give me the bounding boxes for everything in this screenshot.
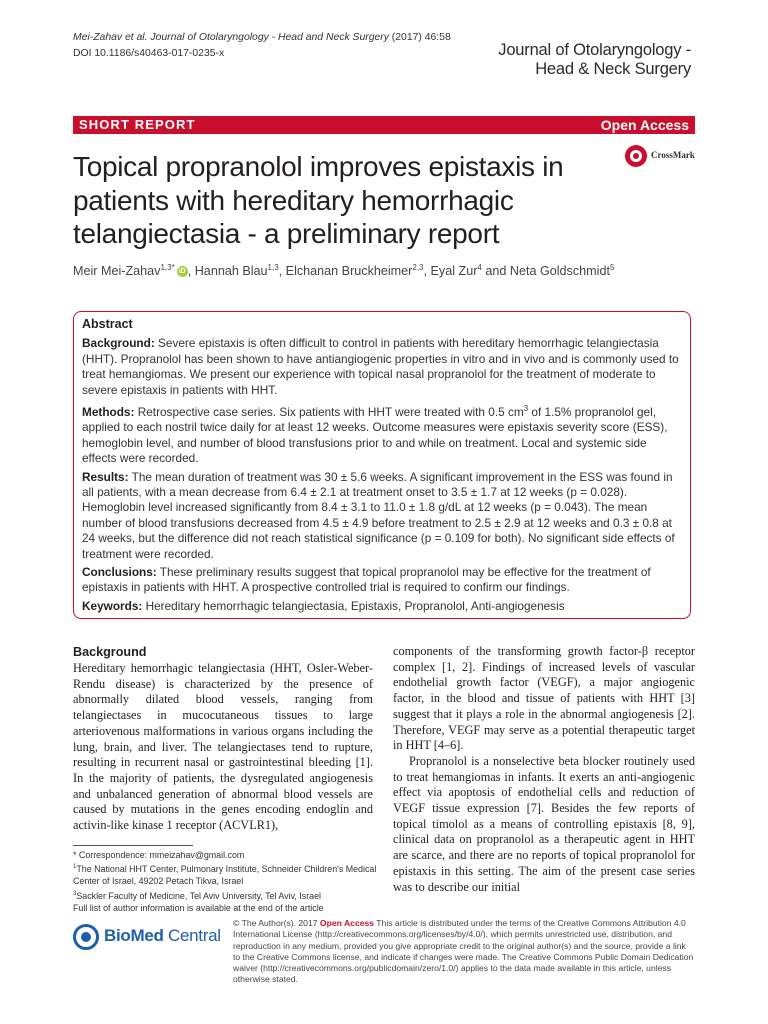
author-name[interactable]: , Eyal Zur xyxy=(423,264,478,278)
footnote-divider xyxy=(73,845,193,846)
author-affiliation: 2,3 xyxy=(412,262,424,272)
author-affiliation: 1,3* xyxy=(160,262,175,272)
affiliation-1-number: 1 xyxy=(73,864,77,871)
abstract-methods xyxy=(82,401,682,467)
abstract-results-label: Results: xyxy=(82,469,129,484)
biomed-central-logo[interactable] xyxy=(73,922,233,952)
publisher-name xyxy=(104,926,221,946)
abstract-conclusions-text: These preliminary results suggest that topical propranolol may be effective for the treatment of epistaxis in patients with HHT. A prospective controlled trial is required to confirm our findings. xyxy=(82,565,651,595)
author-name[interactable]: , Hannah Blau xyxy=(187,264,268,278)
body-paragraph: components of the transforming growth factor-β receptor complex [1, 2]. Findings of increased levels of vascular endothelial growth factor (VEGF), a major angiogenic factor, in the blood and tissue of patients with HHT [3] suggest that it plays a role in the abnormal angiogenesis [2]. Therefore, VEGF may serve as a potential therapeutic target in HHT [4–6]. xyxy=(393,644,695,753)
abstract-background xyxy=(82,336,682,398)
journal-name-line2: Head & Neck Surgery xyxy=(535,60,691,78)
abstract-background-text: Severe epistaxis is often difficult to control in patients with hereditary hemorrhagic telangiectasia (HHT). Propranolol has been shown to have antiangiogenic properties in vitro and in vivo and is commonly used to treat hemangiomas. We present our experience with topical nasal propranolol for the treatment of moderate to severe epistaxis in patients with HHT. xyxy=(82,336,679,397)
affiliation-3-number: 3 xyxy=(73,890,77,897)
journal-name-line1: Journal of Otolaryngology - xyxy=(498,41,691,59)
affiliation-3-text: Sackler Faculty of Medicine, Tel Aviv University, Tel Aviv, Israel xyxy=(76,890,321,901)
abstract-conclusions xyxy=(82,565,682,596)
author-name[interactable]: , Elchanan Bruckheimer xyxy=(278,264,413,278)
full-author-info-note: Full list of author information is available at the end of the article xyxy=(73,902,324,913)
author-name[interactable]: Meir Mei-Zahav xyxy=(73,264,161,278)
footnotes xyxy=(73,849,383,914)
doi-link[interactable]: DOI 10.1186/s40463-017-0235-x xyxy=(73,48,225,59)
section-heading-background: Background xyxy=(73,645,147,659)
article-title: Topical propranolol improves epistaxis in patients with hereditary hemorrhagic telangiectasia - a preliminary report xyxy=(73,151,564,249)
author-affiliation: 5 xyxy=(609,262,615,272)
body-paragraph: Hereditary hemorrhagic telangiectasia (HHT, Osler-Weber-Rendu disease) is characterized by the presence of abnormally dilated blood vessels, ranging from telangiectases in mucocutaneous tissues to large arteriovenous malformations in various organs including the lung, brain, and liver. The telangiectases tend to rupture, resulting in recurrent nasal or gastrointestinal bleeding [1]. In the majority of patients, the dysregulated angiogenesis and unbalanced generation of abnormal blood vessels are caused by mutations in the genes encoding endoglin and activin-like kinase 1 receptor (ACVLR1), xyxy=(73,661,373,833)
author-affiliation: 4 xyxy=(477,262,482,272)
article-type: SHORT REPORT xyxy=(79,117,196,132)
correspondence-email[interactable]: * Correspondence: mmeizahav@gmail.com xyxy=(73,850,245,860)
journal-name xyxy=(498,41,691,79)
abstract-keywords xyxy=(82,599,682,614)
citation-issue: (2017) 46:58 xyxy=(388,32,451,43)
abstract-heading: Abstract xyxy=(82,317,133,331)
body-column-right xyxy=(393,644,695,895)
biomed-central-icon xyxy=(73,924,99,950)
crossmark-badge[interactable] xyxy=(625,145,700,173)
abstract-methods-text: Retrospective case series. Six patients with HHT were treated with 0.5 cm xyxy=(134,404,524,419)
affiliation-3 xyxy=(73,888,383,902)
article-type-banner xyxy=(73,116,695,134)
license-prefix: © The Author(s). 2017 xyxy=(233,918,320,928)
body-column-left xyxy=(73,644,373,834)
author-list xyxy=(73,262,614,280)
abstract-conclusions-label: Conclusions: xyxy=(82,565,157,580)
author-affiliation: 1,3 xyxy=(267,262,279,272)
body-paragraph: Propranolol is a nonselective beta blocker routinely used to treat hemangiomas in infants. It exerts an anti-angiogenic effect via apoptosis of endothelial cells and reduction of VEGF tissue expression [7]. Besides the few reports of topical timolol as a means of controlling epistaxis [8, 9], clinical data on propranolol as a therapeutic agent in HHT are scarce, and there are no reports of topical propranolol for epistaxis in this setting. The aim of the present case series was to describe our initial xyxy=(393,753,695,894)
abstract-methods-sup: 3 xyxy=(523,404,529,414)
citation xyxy=(73,30,451,62)
crossmark-icon xyxy=(625,145,647,167)
abstract-box xyxy=(73,311,691,619)
citation-authors: Mei-Zahav et al. Journal of Otolaryngology - Head and Neck Surgery xyxy=(73,32,389,43)
abstract-background-label: Background: xyxy=(82,336,155,351)
abstract-keywords-text: Hereditary hemorrhagic telangiectasia, Epistaxis, Propranolol, Anti-angiogenesis xyxy=(142,598,565,613)
abstract-results xyxy=(82,470,682,562)
license-statement xyxy=(233,918,695,986)
abstract-methods-text-2: of 1.5% propranolol gel, applied to each nostril twice daily for at least 12 weeks. Outcome measures were epistaxis severity score (ESS), hemoglobin level, and number of blood transfusions prior to and while on treatment. Local and systemic side effects were recorded. xyxy=(82,404,668,466)
affiliation-1-text: The National HHT Center, Pulmonary Institute, Schneider Children's Medical Center of Israel, 49202 Petach Tikva, Israel xyxy=(73,864,377,887)
orcid-icon[interactable]: iD xyxy=(178,268,186,276)
publisher-name-light: Central xyxy=(163,926,221,945)
author-name[interactable]: and Neta Goldschmidt xyxy=(481,264,610,278)
license-open-access: Open Access xyxy=(319,918,375,928)
abstract-keywords-label: Keywords: xyxy=(82,598,143,613)
license-text: This article is distributed under the terms of the Creative Commons Attribution 4.0 International License (http://creativecommons.org/licenses/by/4.0/), which permits unrestricted use, distribution, and reproduction in any medium, provided you give appropriate credit to the original author(s) and the source, provide a link to the Creative Commons license, and indicate if changes were made. The Creative Commons Public Domain Dedication waiver (http://creativecommons.org/publicdomain/zero/1.0/) applies to the data made available in this article, unless otherwise stated. xyxy=(233,918,694,985)
abstract-methods-label: Methods: xyxy=(82,404,135,419)
affiliation-1 xyxy=(73,861,383,887)
open-access-label: Open Access xyxy=(600,117,689,133)
crossmark-label: CrossMark xyxy=(651,150,695,160)
publisher-name-bold: BioMed xyxy=(104,926,164,945)
abstract-results-text: The mean duration of treatment was 30 ± 5.6 weeks. A significant improvement in the ESS was found in all patients, with a mean decrease from 6.4 ± 2.1 at treatment onset to 3.5 ± 1.7 at 12 weeks (p = 0.028). Hemoglobin level increased significantly from 8.4 ± 3.1 to 11.0 ± 1.8 g/dL at 12 weeks (p = 0.043). The mean number of blood transfusions decreased from 4.5 ± 4.9 before treatment to 2.5 ± 2.9 at 12 weeks and 0.3 ± 0.8 at 24 weeks, but the difference did not reach statistical significance (p = 0.109 for both). No significant side effects of treatment were recorded. xyxy=(82,469,675,561)
